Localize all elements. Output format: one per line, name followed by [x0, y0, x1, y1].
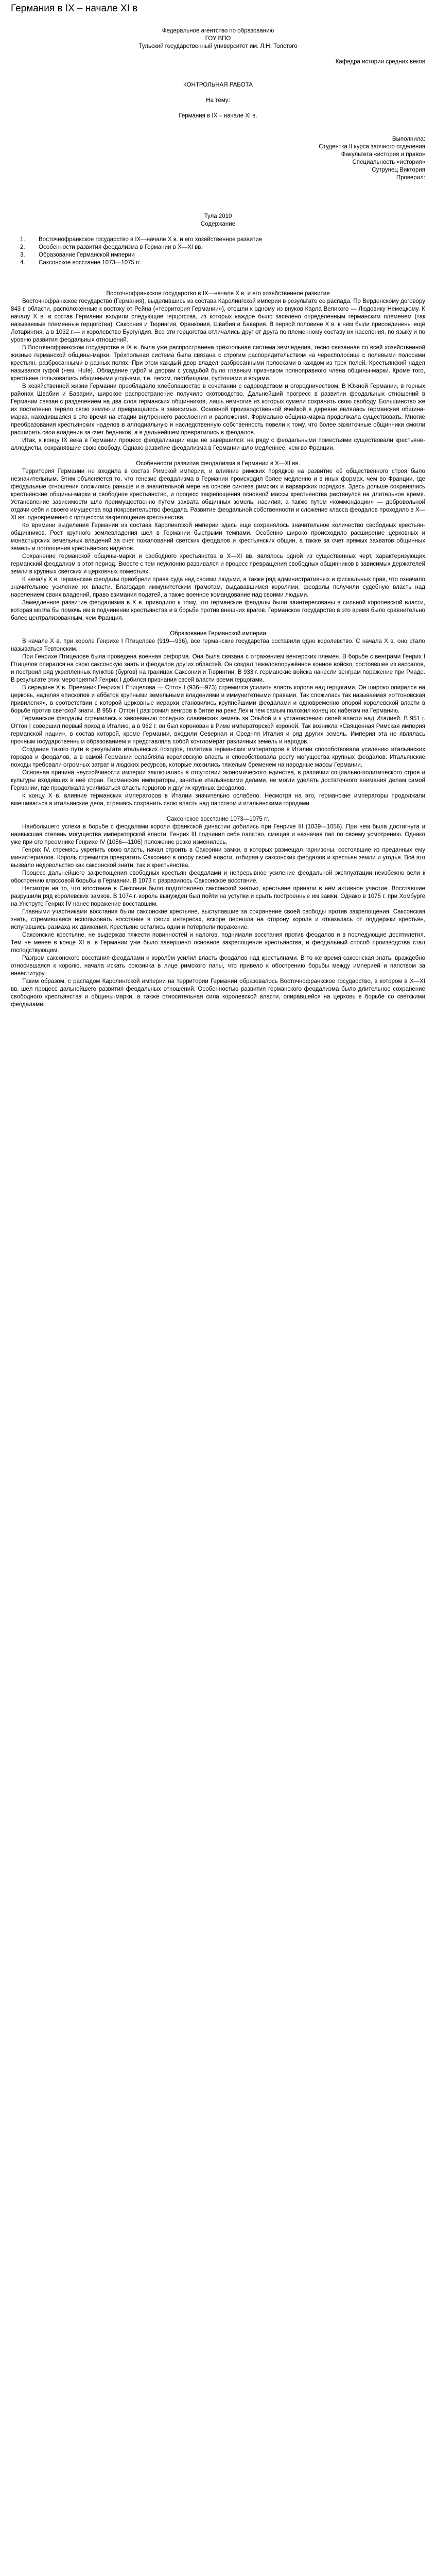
paragraph: Наибольшего успеха в борьбе с феодалами короли франкской династии добились при Генрихе III (1039—1056). При нем была достигнута и наивысшая степень могущества императорской власти. Генрих III подчинил себе папство, смещая и назначая пап по своему усмотрению. Однако уже при его преемнике Генрихе IV (1056—1106) положение резко изменилось. [11, 824, 425, 845]
work-type: КОНТРОЛЬНАЯ РАБОТА [183, 82, 253, 88]
toc-item: 2. Особенности развития феодализма в Германии в X—XI вв. [20, 244, 203, 250]
paragraph: Генрих IV, стремясь укрепить свою власть, начал строить в Саксонии замки, в которых размещал гарнизоны, состоявшие из преданных ему министериалов. Король стремился превратить Саксонию в опору своей власти, отбирая у саксонских феодалов и крестьян земли и угодья. Всё это вызвало недовольство как саксонской знати, так и крестьянства. [11, 847, 425, 869]
paragraph: Сохранение германской общины-марки и свободного крестьянства в X—XI вв. являлось одной из существенных черт, характеризующих германский феодализм в этот период. Вместе с тем неуклонно развивался и процесс превращения свободных общинников в зависимых держателей земли в крупных светских и церковных поместьях. [11, 553, 425, 575]
section-1 [11, 290, 425, 452]
student-line: Студентка II курса заочного отделения [319, 144, 425, 150]
paragraph: В хозяйственной жизни Германии преобладало хлебопашество в сочетании с садоводством и огородничеством. В Южной Германии, в горных районах Швабии и Баварии, широкое распространение получило скотоводство. Дальнейший прогресс в развитии феодальных отношений в Германии связан с разделением на два слоя германских общинников, лишь немногие из которых сумели сохранить свою свободу. Большинство же их постепенно теряло свою землю и превращалось в зависимых. Основной производственной ячейкой в деревне являлась германская община-марка, находившаяся в это время на стадии внутреннего расслоения и разложения. Формально община-марка продолжала существовать. Многие преобразования крестьянских наделов в аллодиальную и наследственную собственность повели к тому, что более зажиточные общинники смогли расширять свои владения за счет бедняков, а в дальнейшем превратились в феодалов. [11, 383, 425, 436]
institution-line: ГОУ ВПО [205, 36, 231, 42]
checked-label: Проверил: [396, 175, 425, 181]
paragraph: Таким образом, с распадом Каролингской империи на территории Германии образовалось Восточнофранкское государство, в котором в X—XI вв. шёл процесс дальнейшего развития феодальных отношений. Особенностью развития германского феодализма было длительное сохранение свободного крестьянства и общины-марки, а также относительная сила королевской власти, опиравшейся на церковь в борьбе со светскими феодалами. [11, 978, 425, 1008]
table-of-contents [11, 221, 425, 267]
paragraph: Итак, к концу IX века в Германии процесс феодализации еще не завершился: на ряду с феодальными поместьями существовали крестьяне-аллодисты, сохранявшие свою свободу. Однако развитие феодализма в Германии шло медленнее, чем во Франции. [11, 437, 425, 451]
agency-line: Федеральное агентство по образованию [162, 28, 274, 34]
paragraph: Главными участниками восстания были саксонские крестьяне, выступавшие за сохранение своей свободы против закрепощения. Саксонская знать, стремившаяся использовать восстание в своих интересах, вскоре перешла на сторону короля и отказалась от поддержки крестьян, испугавшись размаха их движения. Крестьяне остались одни и потерпели поражение. [11, 909, 425, 930]
city-year: Тула 2010 [204, 213, 232, 219]
paragraph: В середине X в. Преемник Генриха I Птицелова — Оттон I (936—973) стремился усилить власть короля над герцогами. Он широко опирался на церковь, наделяя епископов и аббатов крупными земельными владениями и иммунитетными правами. Так сложилась так называемая «оттоновская привилегия», в соответствии с которой церковные иерархи становились крупнейшими феодалами и одновременно опорой королевской власти в борьбе против светской знати. В 955 г. Оттон I разгромил венгров в битве на реке Лех и тем самым положил конец их набегам на Германию. [11, 685, 425, 714]
paragraph: В Восточнофранкском государстве в IX в. была уже распространена трёхпольная система земледелия, тесно связанная со всей хозяйственной жизнью германской общины-марки. Трёхпольная система была связана с строгим распорядительством на чересполосице с полевыми полосами крестьян, разбросанными в разных полях. При этом каждый двор владел разбросанными полосками в каждом из трех полей. Крестьянский надел назывался гуфой (нем. Hufe). Обладание гуфой и дворам с усадьбой было главным признаком полноправного члена общины-марки. Кроме того, крестьяне пользовались общинными угодьями, т.е. лесом, пастбищами, пустошами и водами. [11, 345, 425, 382]
student-name: Сутрунец Виктория [372, 167, 425, 173]
specialty-line: Специальность «история» [352, 159, 425, 165]
paragraph: К концу X в. влияние германских императоров в Италии значительно ослабело. Несмотря на это, германские императоры продолжали вмешиваться в итальянские дела, стремясь сохранить свою власть над папством и итальянскими городами. [11, 793, 425, 807]
section-3 [11, 630, 425, 808]
toc-item: 3. Образование Германской империи [20, 252, 135, 258]
page-title: Германия в IX – начале XI в [11, 3, 138, 14]
performed-label: Выполнила: [392, 136, 425, 142]
paragraph: Разгром саксонского восстания феодалами и королём усилил власть феодалов над крестьянами. В то же время саксонская знать, враждебно относившаяся к королю, начала искать союзника в лице римского папы, что привело к обострению борьбы между империей и папством за инвеституру. [11, 955, 425, 977]
paragraph: К началу X в. германские феодалы приобрели права суда над своими людьми, а также ряд административных и фискальных прав, что означало значительное усиление их власти. Благодаря иммунитетским грамотам, выдававшимся королями, феодалы получили судебную власть над населением своих владений, право взимания податей, а также военное командование над своими людьми. [11, 577, 425, 598]
section-2 [11, 460, 425, 622]
title-page [11, 27, 425, 221]
toc-title: Содержание [200, 221, 236, 227]
paragraph: Территория Германии не входила в состав Римской империи, и влияние римских порядков на развитие её общественного строя было незначительным. Этим объясняется то, что генезис феодализма в Германии происходил более медленно и в иных формах, чем во Франции, где феодальные отношения сложились раньше и в значительной мере на основе синтеза римских и варварских порядков. Здесь дольше сохранялись крестьянские общины-марки и свободное крестьянство, и процесс закрепощения основной массы крестьянства растянулся на длительное время. Установление зависимости шло преимущественно путем захвата общинных земель, насилия, а также путем «коммендации» — добровольной отдачи себя и своего имущества под покровительство феодала. Развитие феодальной собственности и сложение класса феодалов проходило в X—XI вв. одновременно с процессом закрепощения крестьянства. [11, 468, 425, 521]
paragraph: Саксонские крестьяне, не выдержав тяжести повинностей и налогов, поднимали восстания против феодалов и в последующие десятилетия. Тем не менее в конце XI в. в Германии уже было завершено основное закрепощение крестьянства, и феодальный способ производства стал господствующим. [11, 932, 425, 954]
paragraph: Создание такого пути в результате итальянских походов, политика германских императоров в Италии способствовала усилению итальянских городов и феодалов, а в самой Германии ослабляла королевскую власть и способствовала росту могущества крупных феодалов. Итальянские походы требовали огромных затрат и людских ресурсов, которые ложились тяжелым бременем на народные массы Германии. [11, 747, 425, 768]
paragraph: Восточнофранкское государство (Германия), выделившись из состава Каролингской империи в результате ее распада. По Верденскому договору 843 г. области, расположенные к востоку от Рейна («территория Германии»), отошли к одному из внуков Карла Великого — Людовику Немецкому. К началу X в. в состав Германии входили следующие герцогства, из которых каждое было заселено определенным германским племенем (так называемые племенные герцогства): Саксония и Тюрингия, Франкония, Швабия и Бавария. В первой половине X в. к ним были присоединены ещё Лотарингия, а в 1032 г.— и королевство Бургундия. Все эти герцогства отличались друг от друга по племенному составу их населения, по языку и по уровню развития феодальных отношений. [11, 298, 425, 343]
department-line: Кафедра истории средних веков [335, 59, 425, 65]
paragraph: В начале X в. при короле Генрихе I Птицелове (919—936), все германские государства составили одно королевство. С начала X в. оно стало называться Тевтонским. [11, 638, 425, 652]
faculty-line: Факультета «история и право» [341, 151, 425, 158]
paragraph: При Генрихе Птицелове была проведена военная реформа. Она была связана с отражением венгерских племен. В борьбе с венграми Генрих I Птицелов опирался на свою саксонскую знать и феодалов других областей. Он создал тяжеловооружённое конное войско, состоявшее из вассалов, и построил ряд укреплённых пунктов (бургов) на границах Саксонии и Тюрингии. В 933 г. германские войска нанесли венграм поражение при Риаде. В результате этих мероприятий Генрих I добился признания своей власти всеми герцогами. [11, 654, 425, 683]
paragraph: Основная причина неустойчивости империи заключалась в отсутствии экономического единства, в различии социально-политического строя и культуры входивших в неё стран. Германские императоры, занятые итальянскими делами, не могли уделять достаточного внимания делам самой Германии, где продолжала усиливаться власть герцогов и других крупных феодалов. [11, 770, 425, 791]
section-title: Саксонское восстание 1073—1075 гг. [166, 816, 270, 822]
university-line: Тульский государственный университет им. Л.Н. Толстого [138, 43, 298, 49]
section-4 [11, 816, 425, 1009]
topic-title: Германия в IX – начале XI в. [179, 113, 257, 119]
topic-label: На тему: [206, 97, 230, 104]
section-title: Образование Германской империи [170, 631, 266, 637]
toc-item: 1. Восточнофранкское государство в IX—начале X в. и его хозяйственное развитие [20, 236, 263, 243]
paragraph: Германские феодалы стремились к завоеванию соседних славянских земель за Эльбой и к установлению своей власти над Италией. В 951 г. Оттон I совершил первый поход в Италию, а в 962 г. он был коронован в Риме императорской короной. Так возникла «Священная Римская империя германской нации», в состав которой, кроме Германии, входили Северная и Средняя Италия и ряд других земель. Империя эта не являлась прочным государственным образованием и представляла собой конгломерат различных земель и народов. [11, 716, 425, 745]
toc-item: 4. Саксонское восстание 1073—1075 гг. [20, 260, 142, 266]
section-title: Особенности развития феодализма в Германии в X—XI вв. [136, 461, 300, 467]
paragraph: Замедленное развитие феодализма в X в. приводило к тому, что германские феодалы были заинтересованы в сильной королевской власти, которая могла бы помочь им в подчинении крестьянства и в борьбе против внешних врагов. Германское государство в это время было сравнительно более централизованным, чем Франция. [11, 600, 425, 621]
paragraph: Несмотря на то, что восстание в Саксонии было подготовлено саксонской знатью, крестьяне приняли в нём активное участие. Восставшие разрушили ряд королевских замков. В 1074 г. король вынужден был пойти на уступки и срыть построенные им замки. Однако в 1075 г. при Хомбурге на Унструте Генрих IV нанес поражение восставшим. [11, 886, 425, 907]
paragraph: Ко времени выделения Германии из состава Каролингской империи здесь еще сохранялось значительное количество свободных крестьян-общинников. Рост крупного землевладения шел в Германии быстрыми темпами. Особенно широко происходило расширение церковных и монастырских земельных владений за счет пожалований светских феодалов и крестьянских общин, а также за счет прямых захватов общинных земель и поглощения крестьянских наделов. [11, 522, 425, 552]
paragraph: Процесс дальнейшего закрепощения свободных крестьян феодалами и непрерывное усиление феодальной эксплуатации неизбежно вели к обострению классовой борьбы в Германии. В 1073 г. разразилось Саксонское восстание. [11, 870, 425, 884]
section-title: Восточнофранкское государство в IX—начале X в. и его хозяйственное развитие [106, 291, 330, 297]
